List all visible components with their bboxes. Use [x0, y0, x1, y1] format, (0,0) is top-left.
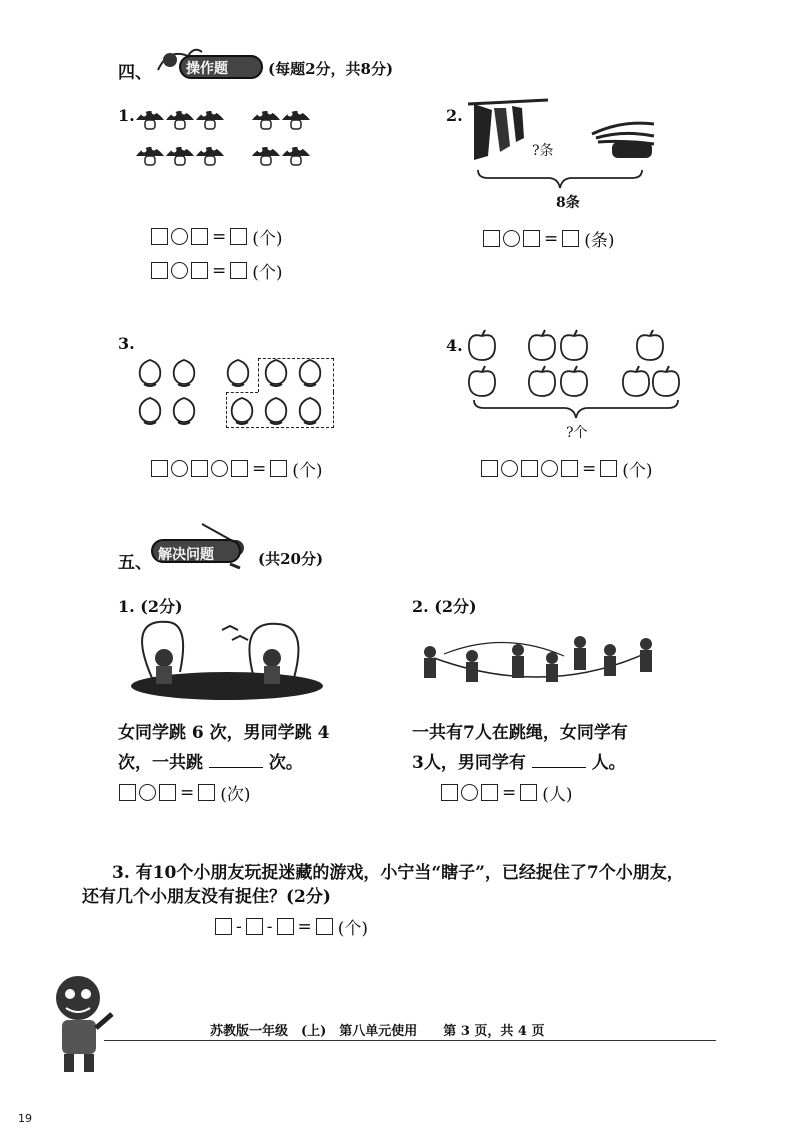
q4-4-label: 4. — [446, 336, 463, 355]
answer-box[interactable] — [198, 784, 215, 801]
q4-2-equation: = (条) — [482, 226, 615, 251]
answer-box[interactable] — [523, 230, 540, 247]
answer-box[interactable] — [230, 262, 247, 279]
section5-badge: 解决问题 — [158, 547, 214, 563]
section5-note: (共20分) — [258, 550, 324, 568]
operator-circle[interactable] — [171, 460, 188, 477]
q4-1-equation-2: = (个) — [150, 258, 283, 283]
q5-2-equation: = (人) — [440, 780, 573, 805]
fill-blank[interactable] — [532, 751, 586, 768]
footer-text: 苏教版一年级 (上) 第八单元使用 第 3 页，共 4 页 — [210, 1024, 545, 1039]
peach-group-outline-step-v — [258, 358, 259, 392]
q5-1-text-line2: 次，一共跳 次。 — [118, 753, 303, 773]
peach-group-outline-step — [226, 392, 258, 393]
q4-2-total-label: 8条 — [556, 195, 580, 211]
q5-3-text-line2: 还有几个小朋友没有捉住？(2分) — [82, 887, 331, 907]
operator-circle[interactable] — [171, 262, 188, 279]
answer-box[interactable] — [191, 228, 208, 245]
q4-2-label: 2. — [446, 106, 463, 125]
q5-1-equation: = (次) — [118, 780, 251, 805]
cartoon-mascot-icon — [40, 968, 120, 1078]
jump-rope-illustration-1 — [122, 618, 332, 708]
q4-1-label: 1. — [118, 106, 135, 125]
q5-2-label: 2. (2分) — [412, 597, 477, 616]
mushrooms-illustration — [132, 102, 332, 192]
answer-box[interactable] — [481, 784, 498, 801]
footer-divider — [104, 1040, 716, 1041]
answer-box[interactable] — [316, 918, 333, 935]
answer-box[interactable] — [520, 784, 537, 801]
section4-badge: 操作题 — [186, 61, 228, 77]
answer-box[interactable] — [191, 262, 208, 279]
section5-number: 五、 — [118, 553, 152, 573]
answer-box[interactable] — [483, 230, 500, 247]
peach-group-outline-top — [258, 358, 334, 392]
answer-box[interactable] — [191, 460, 208, 477]
operator-circle[interactable] — [211, 460, 228, 477]
fill-blank[interactable] — [209, 751, 263, 768]
q5-1-text-line1: 女同学跳 6 次，男同学跳 4 — [118, 723, 330, 743]
answer-box[interactable] — [521, 460, 538, 477]
operator-circle[interactable] — [139, 784, 156, 801]
peach-group-outline-bottom — [226, 392, 334, 428]
answer-box[interactable] — [561, 460, 578, 477]
answer-box[interactable] — [119, 784, 136, 801]
answer-box[interactable] — [277, 918, 294, 935]
operator-circle[interactable] — [171, 228, 188, 245]
section4-number: 四、 — [118, 63, 152, 83]
answer-box[interactable] — [441, 784, 458, 801]
operator-circle[interactable] — [541, 460, 558, 477]
answer-box[interactable] — [246, 918, 263, 935]
operator-circle[interactable] — [461, 784, 478, 801]
q4-1-equation-1: = (个) — [150, 224, 283, 249]
section4-note: (每题2分，共8分) — [268, 60, 394, 78]
answer-box[interactable] — [481, 460, 498, 477]
answer-box[interactable] — [562, 230, 579, 247]
q4-4-equation: = (个) — [480, 456, 653, 481]
answer-box[interactable] — [151, 460, 168, 477]
q5-3-equation: - - = (个) — [214, 914, 368, 939]
page-number: 19 — [18, 1112, 32, 1125]
q5-2-text-line2: 3人，男同学有 人。 — [412, 753, 626, 773]
q4-4-total-label: ?个 — [566, 425, 588, 441]
answer-box[interactable] — [230, 228, 247, 245]
operator-circle[interactable] — [503, 230, 520, 247]
answer-box[interactable] — [600, 460, 617, 477]
q5-1-label: 1. (2分) — [118, 597, 183, 616]
answer-box[interactable] — [215, 918, 232, 935]
q5-3-text-line1: 3. 有10个小朋友玩捉迷藏的游戏，小宁当“瞎子”，已经捉住了7个小朋友， — [112, 863, 684, 883]
answer-box[interactable] — [159, 784, 176, 801]
answer-box[interactable] — [151, 262, 168, 279]
apples-illustration — [458, 326, 688, 436]
answer-box[interactable] — [231, 460, 248, 477]
answer-box[interactable] — [270, 460, 287, 477]
q5-2-text-line1: 一共有7人在跳绳，女同学有 — [412, 723, 628, 743]
jump-rope-illustration-2 — [414, 628, 660, 698]
q4-3-equation: = (个) — [150, 456, 323, 481]
answer-box[interactable] — [151, 228, 168, 245]
operator-circle[interactable] — [501, 460, 518, 477]
q4-3-label: 3. — [118, 334, 135, 353]
q4-2-part-label: ?条 — [532, 143, 554, 159]
